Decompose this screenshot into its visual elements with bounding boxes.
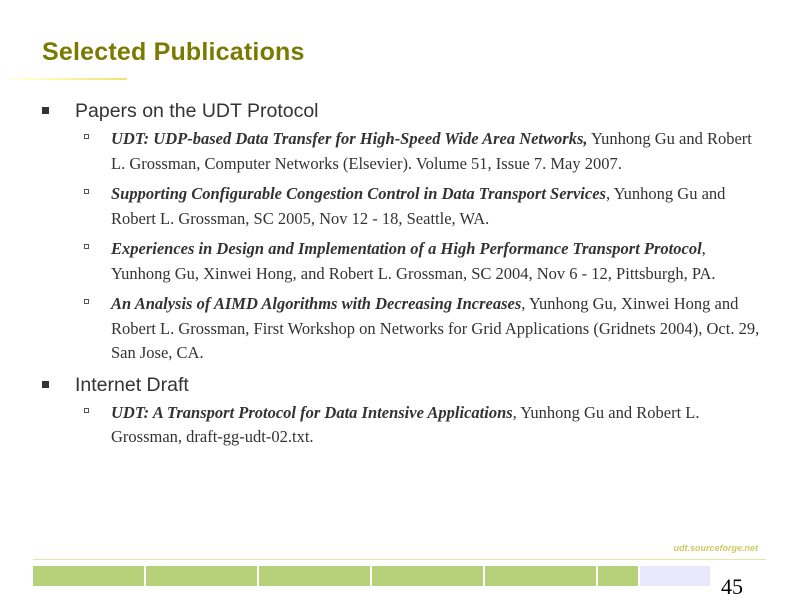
square-bullet-icon	[42, 107, 49, 114]
slide-title: Selected Publications	[42, 38, 305, 66]
draft-sublist	[40, 401, 765, 450]
publication-title: UDT: A Transport Protocol for Data Intensive Applications	[111, 402, 513, 422]
publication-details: , Yunhong Gu and Robert L. Grossman, SC 2005, Nov 12 - 18, Seattle, WA.	[111, 184, 726, 228]
square-bullet-icon	[42, 381, 49, 388]
papers-sublist	[40, 127, 765, 366]
footer-segment	[33, 566, 144, 586]
list-item	[40, 292, 765, 366]
publication-details: , Yunhong Gu and Robert L. Grossman, draft-gg-udt-02.txt.	[111, 402, 700, 446]
section-label: Internet Draft	[75, 373, 189, 396]
list-item	[40, 182, 765, 231]
footer-segment	[372, 566, 483, 586]
footer-url[interactable]: udt.sourceforge.net	[673, 543, 758, 553]
hollow-square-bullet-icon	[84, 299, 89, 304]
publication-title: Experiences in Design and Implementation of a High Performance Transport Protocol	[111, 239, 702, 258]
page-number: 45	[721, 574, 743, 599]
publication-title: UDT: UDP-based Data Transfer for High-Speed Wide Area Networks,	[111, 129, 588, 148]
publication-title: An Analysis of AIMD Algorithms with Decreasing Increases	[111, 294, 522, 313]
footer-segment-accent	[640, 566, 710, 586]
section-papers	[40, 98, 765, 124]
publication-list	[40, 98, 765, 456]
list-item	[40, 237, 765, 286]
section-label: Papers on the UDT Protocol	[75, 100, 319, 122]
footer-segment	[146, 566, 257, 586]
section-internet-draft	[40, 372, 765, 398]
publication-details: , Yunhong Gu, Xinwei Hong and Robert L. Grossman, First Workshop on Networks for Grid Applications (Gridnets 2004), Oct. 29, San Jose, CA.	[111, 294, 760, 362]
footer-bar	[33, 566, 712, 586]
list-item	[40, 401, 765, 450]
title-underline	[0, 78, 127, 80]
hollow-square-bullet-icon	[84, 134, 89, 139]
footer-segment	[259, 566, 370, 586]
publication-title: Supporting Configurable Congestion Control in Data Transport Services	[111, 184, 606, 203]
footer-divider	[33, 559, 766, 560]
footer-segment	[485, 566, 596, 586]
hollow-square-bullet-icon	[84, 244, 89, 249]
footer-segment	[598, 566, 638, 586]
list-item	[40, 127, 765, 176]
hollow-square-bullet-icon	[84, 189, 89, 194]
hollow-square-bullet-icon	[84, 408, 89, 413]
publication-details: , Yunhong Gu, Xinwei Hong, and Robert L. Grossman, SC 2004, Nov 6 - 12, Pittsburgh, PA.	[111, 239, 716, 283]
publication-details: Yunhong Gu and Robert L. Grossman, Computer Networks (Elsevier). Volume 51, Issue 7. May 2007.	[111, 129, 752, 173]
